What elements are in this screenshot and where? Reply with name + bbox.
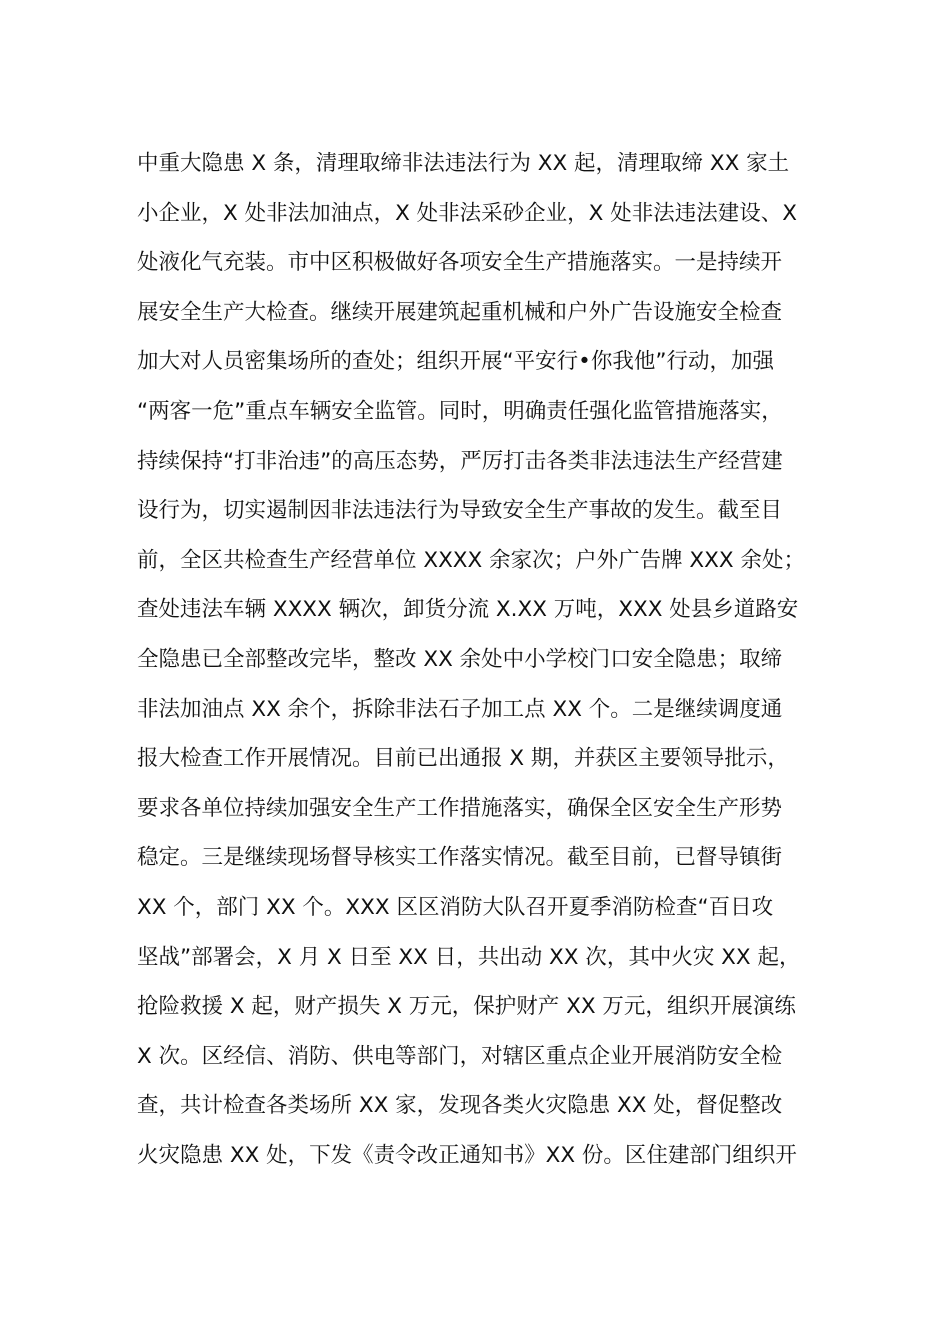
text-line: XX 个，部门 XX 个。XXX 区区消防大队召开夏季消防检查“百日攻 (137, 894, 774, 920)
text-line: 坚战”部署会，X 月 X 日至 XX 日，共出动 XX 次，其中火灾 XX 起， (137, 944, 801, 970)
text-line: 报大检查工作开展情况。目前已出通报 X 期，并获区主要领导批示， (137, 746, 789, 772)
text-line: 小企业，X 处非法加油点，X 处非法采砂企业，X 处非法违法建设、X (137, 200, 797, 226)
text-line: 抢险救援 X 起，财产损失 X 万元，保护财产 XX 万元，组织开展演练 (137, 994, 796, 1020)
text-line: 设行为，切实遏制因非法违法行为导致安全生产事故的发生。截至目 (137, 498, 783, 524)
text-line: 查，共计检查各类场所 XX 家，发现各类火灾隐患 XX 处，督促整改 (137, 1093, 783, 1119)
text-line: 中重大隐患 X 条，清理取缔非法违法行为 XX 起，清理取缔 XX 家土 (137, 151, 790, 176)
text-line: 加大对人员密集场所的查处；组织开展“平安行•你我他”行动，加强 (137, 349, 774, 375)
text-line: 要求各单位持续加强安全生产工作措施落实，确保全区安全生产形势 (137, 795, 783, 821)
text-line: 全隐患已全部整改完毕，整改 XX 余处中小学校门口安全隐患；取缔 (137, 646, 783, 672)
text-line: 稳定。三是继续现场督导核实工作落实情况。截至目前，已督导镇街 (137, 845, 783, 871)
text-line: X 次。区经信、消防、供电等部门，对辖区重点企业开展消防安全检 (137, 1043, 783, 1069)
text-line: 持续保持“打非治违”的高压态势，严厉打击各类非法违法生产经营建 (137, 448, 783, 474)
text-line: 展安全生产大检查。继续开展建筑起重机械和户外广告设施安全检查 (137, 299, 783, 325)
text-line: 火灾隐患 XX 处，下发《责令改正通知书》XX 份。区住建部门组织开 (137, 1142, 797, 1168)
text-line: 非法加油点 XX 余个，拆除非法石子加工点 XX 个。二是继续调度通 (137, 696, 783, 722)
text-line: 查处违法车辆 XXXX 辆次，卸货分流 X.XX 万吨，XXX 处县乡道路安 (137, 597, 799, 623)
body-paragraph (137, 139, 837, 1180)
text-line: 处液化气充装。市中区积极做好各项安全生产措施落实。一是持续开 (137, 250, 783, 276)
text-line: “两客一危”重点车辆安全监管。同时，明确责任强化监管措施落实， (137, 398, 783, 424)
text-line: 前，全区共检查生产经营单位 XXXX 余家次；户外广告牌 XXX 余处； (137, 547, 805, 573)
